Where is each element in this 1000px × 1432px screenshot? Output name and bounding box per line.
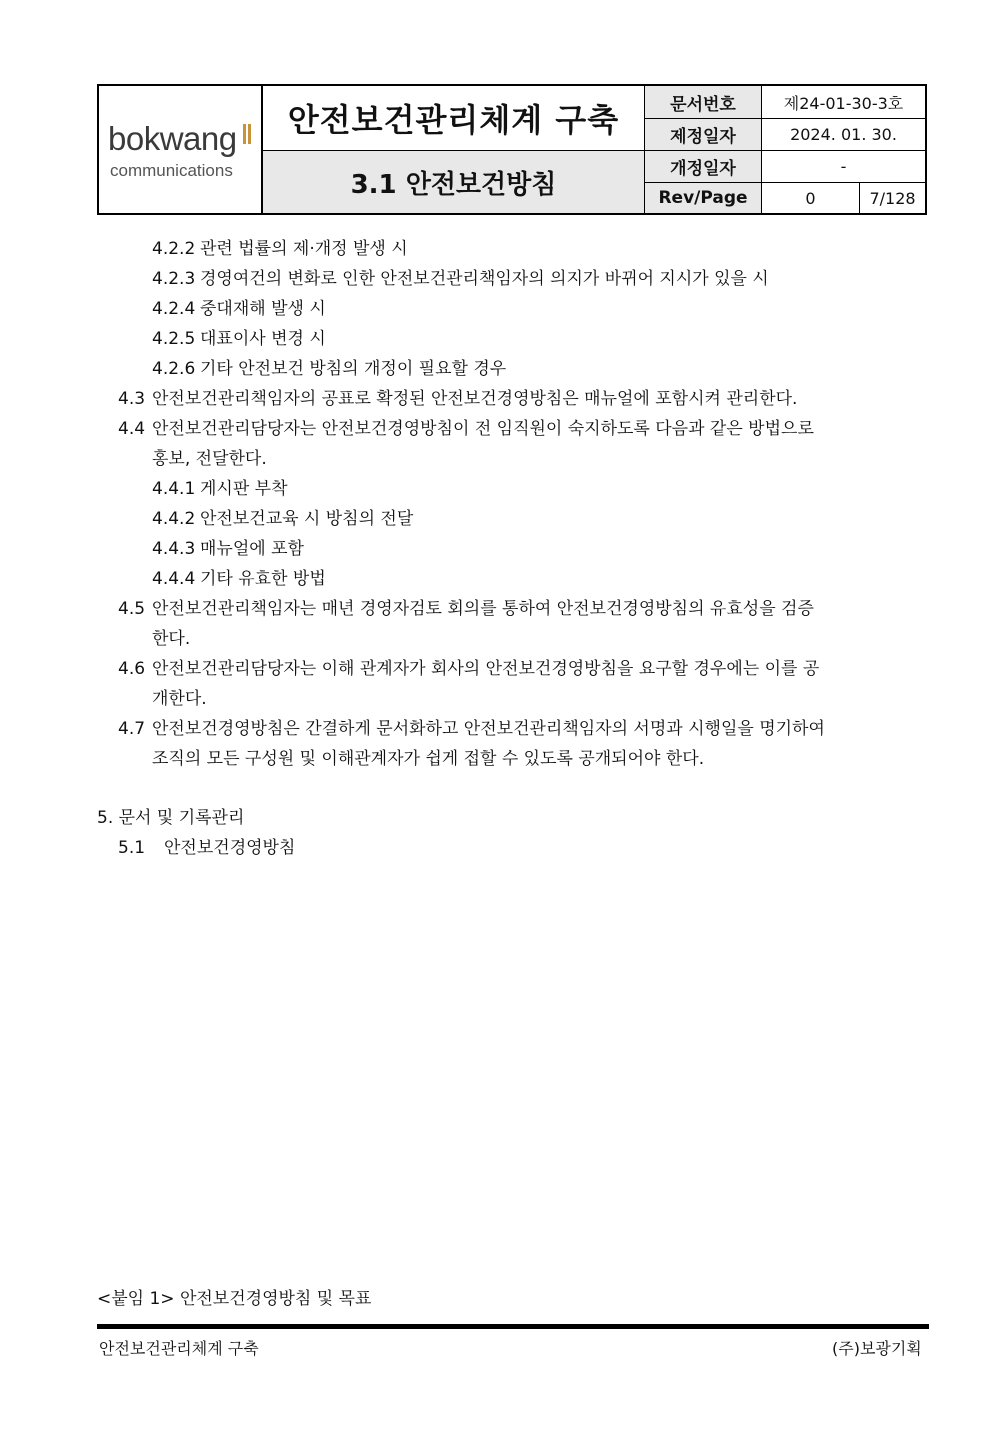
meta-row-revpage — [645, 183, 925, 213]
item-number: 4.2.4 — [152, 299, 196, 319]
section-5-heading: 5. 문서 및 기록관리 — [97, 808, 245, 828]
item-number: 4.4.3 — [152, 539, 196, 559]
item-text: 안전보건경영방침은 간결하게 문서화하고 안전보건관리책임자의 서명과 시행일을 명기하여 — [152, 719, 825, 739]
document-header — [97, 84, 927, 215]
item-4-3 — [118, 391, 797, 408]
item-number: 5.1 — [118, 838, 146, 858]
item-text: 안전보건관리책임자의 공표로 확정된 안전보건경영방침은 매뉴얼에 포함시켜 관리한다. — [152, 389, 798, 409]
item-text: 안전보건관리책임자는 매년 경영자검토 회의를 통하여 안전보건경영방침의 유효성을 검증 — [152, 599, 814, 619]
item-number: 4.3 — [118, 389, 146, 409]
logo-wordmark: bokwang — [108, 120, 237, 157]
meta-row-docno — [645, 86, 925, 119]
item-4-7-cont: 조직의 모든 구성원 및 이해관계자가 쉽게 접할 수 있도록 공개되어야 한다. — [152, 749, 705, 769]
enact-value: 2024. 01. 30. — [790, 125, 897, 144]
item-text: 안전보건경영방침 — [164, 838, 296, 858]
footer-company-name: (주)보광기획 — [832, 1339, 922, 1358]
doc-no-label: 문서번호 — [645, 86, 762, 118]
item-text: 기타 안전보건 방침의 개정이 필요할 경우 — [200, 359, 507, 379]
revise-label: 개정일자 — [645, 151, 762, 182]
item-text: 안전보건관리담당자는 이해 관계자가 회사의 안전보건경영방침을 요구할 경우에는 이를 공 — [152, 659, 820, 679]
footer-document-name: 안전보건관리체계 구축 — [99, 1339, 259, 1358]
logo-accent-icon — [243, 124, 251, 144]
page-value: 7/128 — [869, 188, 916, 208]
meta-row-enact — [645, 119, 925, 151]
item-text: 중대재해 발생 시 — [200, 299, 326, 319]
item-number: 4.7 — [118, 719, 146, 739]
meta-table — [645, 86, 925, 213]
item-4-6 — [118, 661, 819, 678]
item-text: 매뉴얼에 포함 — [200, 539, 304, 559]
item-5-1 — [118, 840, 295, 857]
enact-label: 제정일자 — [645, 119, 762, 150]
item-4-6-cont: 개한다. — [152, 689, 207, 709]
footer-divider — [97, 1324, 929, 1329]
item-number: 4.5 — [118, 599, 146, 619]
rev-value: 0 — [762, 183, 860, 213]
item-4-4-3 — [152, 541, 304, 558]
item-4-4-4 — [152, 571, 326, 588]
item-number: 4.2.5 — [152, 329, 196, 349]
item-number: 4.4.2 — [152, 509, 196, 529]
doc-no-value: 제24-01-30-3호 — [783, 93, 904, 113]
item-4-4 — [118, 421, 814, 438]
item-4-7 — [118, 721, 825, 738]
revpage-label: Rev/Page — [645, 183, 762, 213]
item-number: 4.6 — [118, 659, 146, 679]
item-4-2-2 — [152, 241, 408, 258]
document-title: 안전보건관리체계 구축 — [263, 86, 645, 151]
item-4-2-4 — [152, 301, 326, 318]
item-text: 대표이사 변경 시 — [200, 329, 326, 349]
item-4-5 — [118, 601, 814, 618]
company-logo — [99, 86, 263, 213]
item-4-2-3 — [152, 271, 769, 288]
item-number: 4.4.4 — [152, 569, 196, 589]
item-4-4-1 — [152, 481, 288, 498]
revise-value: - — [840, 157, 847, 176]
item-text: 관련 법률의 제·개정 발생 시 — [200, 239, 408, 259]
meta-row-revise — [645, 151, 925, 183]
item-text: 안전보건관리담당자는 안전보건경영방침이 전 임직원이 숙지하도록 다음과 같은 방법으로 — [152, 419, 814, 439]
attachment-note: <붙임 1> 안전보건경영방침 및 목표 — [97, 1289, 372, 1309]
item-4-4-cont: 홍보, 전달한다. — [152, 449, 267, 469]
item-4-5-cont: 한다. — [152, 629, 191, 649]
item-4-4-2 — [152, 511, 413, 528]
item-number: 4.4.1 — [152, 479, 196, 499]
item-number: 4.2.6 — [152, 359, 196, 379]
item-number: 4.4 — [118, 419, 146, 439]
logo-subtext: communications — [110, 161, 233, 180]
item-text: 기타 유효한 방법 — [200, 569, 326, 589]
item-text: 안전보건교육 시 방침의 전달 — [200, 509, 414, 529]
item-text: 경영여건의 변화로 인한 안전보건관리책임자의 의지가 바뀌어 지시가 있을 시 — [200, 269, 769, 289]
item-text: 게시판 부착 — [200, 479, 288, 499]
item-number: 4.2.2 — [152, 239, 196, 259]
item-4-2-5 — [152, 331, 326, 348]
item-number: 4.2.3 — [152, 269, 196, 289]
section-title: 3.1 안전보건방침 — [263, 151, 645, 213]
item-4-2-6 — [152, 361, 506, 378]
